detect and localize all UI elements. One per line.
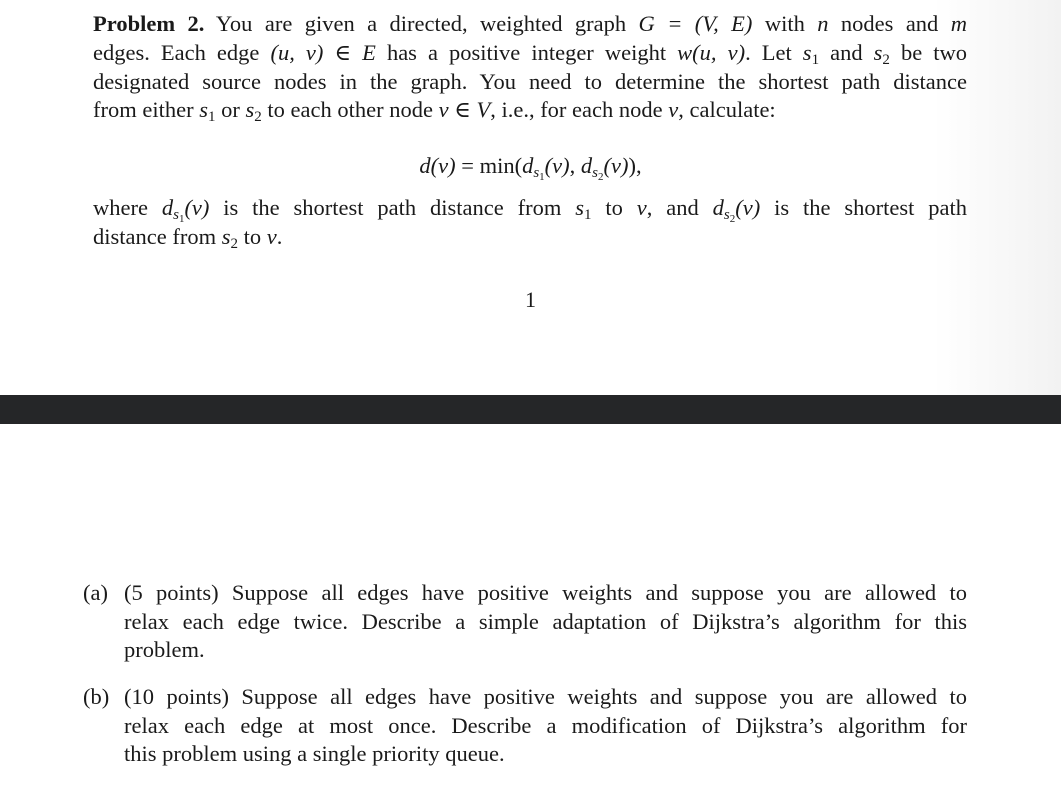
subquestion-label: (a) [83, 580, 108, 605]
math-d: d [580, 153, 593, 178]
subquestion-b [83, 683, 967, 769]
math-s: s [802, 39, 812, 65]
math-m: m [950, 11, 967, 36]
subscript: 2 [882, 51, 890, 68]
problem-line-2 [93, 39, 967, 68]
math-s: s [533, 165, 540, 181]
text: where [93, 195, 162, 220]
problem-line-3: designated source nodes in the graph. You need to determine the shortest path distance [93, 68, 967, 94]
subscript: 2 [729, 213, 736, 225]
problem-line-1 [93, 10, 967, 39]
math-s: s [245, 97, 255, 123]
text: , and [646, 195, 713, 220]
text: . [276, 223, 283, 249]
text: from either [93, 97, 200, 123]
math-arg: (v) [735, 195, 761, 220]
eq-end: ), [628, 153, 642, 178]
text: or [215, 97, 246, 123]
math-d: d [712, 195, 724, 220]
where-clause [93, 194, 967, 252]
math-v: v [636, 195, 647, 220]
subquestion-body [124, 683, 967, 769]
subscript: 1 [584, 207, 592, 223]
math-s: s [575, 195, 585, 220]
text: , i.e., for each node [490, 97, 669, 123]
problem-statement [93, 10, 967, 125]
text: nodes and [828, 11, 951, 36]
text: has a positive integer weight [375, 39, 678, 65]
math-s: s [873, 39, 883, 65]
text: You are given a directed, weighted graph [204, 11, 639, 36]
subquestion-line: relax each edge twice. Describe a simple adaptation of Dijkstra’s algorithm for this [124, 608, 967, 634]
math-arg: (v) [544, 153, 570, 178]
math-s: s [592, 165, 598, 181]
text: distance from [93, 223, 222, 249]
math-s: s [723, 207, 730, 223]
where-line-1 [93, 194, 967, 223]
subquestion-label: (b) [83, 684, 110, 709]
text: with [752, 11, 818, 36]
document-page-upper [0, 0, 1061, 395]
text: to each other node [261, 97, 439, 123]
text: is the shortest path distance from [209, 195, 576, 220]
problem-heading: Problem 2. [93, 11, 205, 36]
subquestion-line: this problem using a single priority queue. [124, 741, 505, 766]
math-edge: (u, v) ∈ E [270, 39, 376, 65]
page-divider [0, 395, 1061, 424]
where-line-2 [93, 223, 967, 252]
text: , [569, 153, 581, 178]
subscript: 1 [811, 51, 820, 68]
math-arg: (v) [184, 195, 210, 220]
eq-lhs: d(v) [419, 153, 456, 178]
subscript: 2 [254, 109, 262, 126]
subquestion-body [124, 579, 967, 665]
page-number: 1 [525, 287, 536, 312]
subscript: 1 [539, 171, 545, 183]
math-n: n [817, 11, 829, 36]
math-weight: w(u, v) [677, 39, 746, 65]
text: to [237, 223, 267, 249]
subquestion-line: problem. [124, 637, 205, 662]
subscript: 1 [207, 109, 216, 126]
text: and [819, 39, 874, 65]
math-v: v [266, 223, 277, 249]
text: to [591, 195, 637, 220]
math-v-in-V: v ∈ V [438, 97, 491, 123]
math-graph: G = (V, E) [638, 11, 753, 36]
text: is the shortest path [760, 195, 967, 220]
display-equation [0, 153, 1061, 183]
subscript: 2 [597, 171, 604, 183]
math-v: v [668, 97, 679, 123]
text: . Let [745, 39, 803, 65]
math-s: s [173, 207, 179, 223]
math-s: s [199, 97, 208, 123]
subquestion-line: relax each edge at most once. Describe a modification of Dijkstra’s algorithm for [124, 712, 967, 738]
problem-line-4 [93, 96, 967, 125]
math-d: d [161, 195, 174, 220]
text: , calculate: [678, 97, 776, 123]
math-s: s [221, 223, 231, 249]
subquestion-a [83, 579, 967, 665]
eq-min: = min( [455, 153, 523, 178]
subscript: 2 [230, 235, 238, 252]
subquestion-line: (5 points) Suppose all edges have positive weights and suppose you are allowed to [124, 580, 967, 605]
text: edges. Each edge [93, 39, 271, 65]
text: be two [889, 39, 968, 65]
math-d: d [522, 153, 534, 178]
subscript: 1 [178, 213, 185, 225]
math-arg: (v) [603, 153, 629, 178]
subquestion-line: (10 points) Suppose all edges have positive weights and suppose you are allowed to [124, 684, 967, 709]
